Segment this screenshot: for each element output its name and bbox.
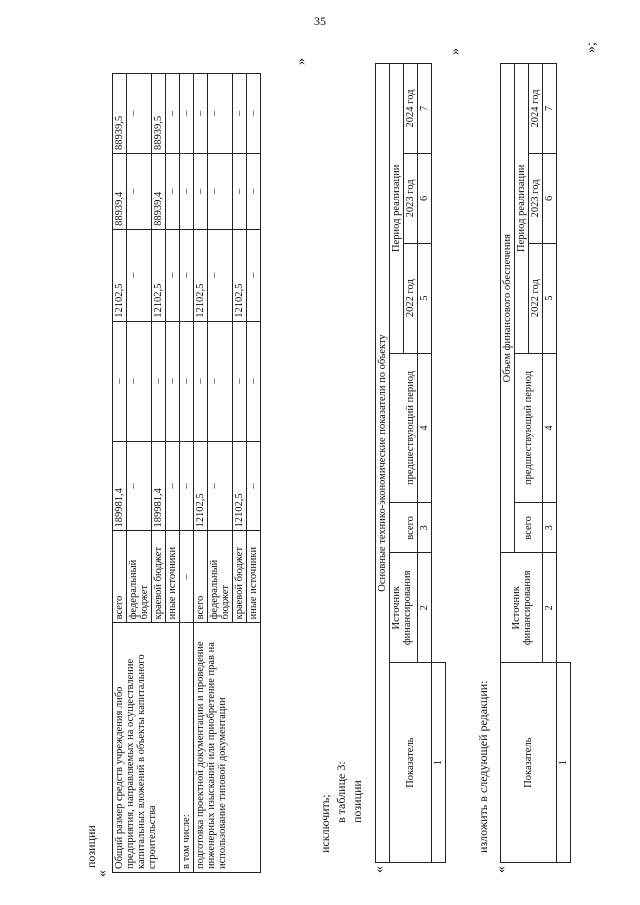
table-row [180, 74, 194, 873]
value-cell: – [180, 229, 194, 321]
value-cell: 12102,5 [194, 229, 208, 321]
source-cell: краевой бюджет [233, 531, 247, 623]
column-header: 2023 год [529, 153, 543, 243]
open-quote: « [372, 866, 387, 873]
value-cell: 189981,4 [113, 441, 127, 531]
column-header: предшествующий период [515, 353, 543, 503]
source-cell: иные источники [166, 531, 180, 623]
table-row [501, 64, 515, 863]
value-cell: – [180, 153, 194, 229]
edit-text: изложить в следующей редакции: [476, 680, 490, 853]
table-row [376, 64, 390, 863]
value-cell: – [127, 229, 152, 321]
table-row [113, 74, 127, 873]
column-number: 3 [543, 503, 557, 553]
indicator-cell: Общий размер средств учреждения либо предприятия, направляемых на осуществление капитальных вложений в объекты капитального строительства [113, 623, 180, 873]
close-quote: » [448, 48, 463, 55]
value-cell: – [208, 229, 233, 321]
tech-econ-table [375, 63, 446, 863]
value-cell: – [208, 153, 233, 229]
column-header: 2022 год [404, 243, 418, 353]
column-number: 2 [418, 553, 432, 663]
source-cell: всего [113, 531, 127, 623]
column-header: Показатель [501, 663, 557, 863]
heading-positions: позиции [84, 825, 98, 868]
value-cell: – [166, 229, 180, 321]
value-cell: – [233, 321, 247, 441]
table3-text: в таблице 3: [334, 761, 348, 823]
source-cell: федеральный бюджет [127, 531, 152, 623]
column-number: 6 [543, 153, 557, 243]
value-cell: – [180, 321, 194, 441]
column-number: 6 [418, 153, 432, 243]
column-number: 4 [418, 353, 432, 503]
column-header: 2023 год [404, 153, 418, 243]
value-cell: – [247, 229, 261, 321]
column-number: 7 [418, 64, 432, 154]
value-cell: – [208, 321, 233, 441]
column-number: 7 [543, 64, 557, 154]
value-cell: – [127, 74, 152, 154]
value-cell: – [166, 153, 180, 229]
column-header: Источник финансирования [390, 553, 418, 663]
value-cell: 12102,5 [152, 229, 166, 321]
value-cell: – [247, 153, 261, 229]
page-number: 35 [314, 14, 326, 28]
open-quote: « [95, 870, 110, 877]
value-cell: – [194, 321, 208, 441]
column-header: всего [390, 503, 418, 553]
finance-table [500, 63, 571, 863]
value-cell: – [208, 441, 233, 531]
column-header: Объем финансового обеспечения [501, 64, 515, 553]
table-row [557, 64, 571, 863]
value-cell: – [180, 441, 194, 531]
open-quote: « [494, 866, 509, 873]
source-cell: – [180, 531, 194, 623]
indicator-cell: подготовка проектной документации и проведение инженерных изысканий или приобретение прав на использование типовой документации [194, 623, 261, 873]
value-cell: 88939,4 [152, 153, 166, 229]
value-cell: – [127, 321, 152, 441]
value-cell: – [152, 321, 166, 441]
column-header: 2024 год [529, 64, 543, 154]
value-cell: – [180, 74, 194, 154]
column-header: Период реализации [390, 64, 404, 354]
column-header: предшествующий период [390, 353, 418, 503]
value-cell: – [194, 153, 208, 229]
column-number: 1 [557, 663, 571, 863]
column-header: 2022 год [529, 243, 543, 353]
value-cell: – [166, 321, 180, 441]
positions-table [112, 73, 261, 873]
column-header: Период реализации [515, 64, 529, 354]
column-header: Показатель [390, 663, 432, 863]
column-number: 4 [543, 353, 557, 503]
column-number: 5 [543, 243, 557, 353]
column-number: 2 [543, 553, 557, 663]
value-cell: – [233, 153, 247, 229]
value-cell: – [127, 441, 152, 531]
exclude-text: исключить; [318, 794, 332, 853]
column-header: 2024 год [404, 64, 418, 154]
value-cell: 12102,5 [113, 229, 127, 321]
value-cell: 189981,4 [152, 441, 166, 531]
source-cell: всего [194, 531, 208, 623]
value-cell: – [233, 74, 247, 154]
close-quote: » [294, 58, 309, 65]
column-number: 1 [432, 663, 446, 863]
value-cell: 12102,5 [233, 229, 247, 321]
value-cell: 12102,5 [194, 441, 208, 531]
value-cell: – [247, 321, 261, 441]
value-cell: 88939,4 [113, 153, 127, 229]
close-quote-semicolon: »; [584, 42, 599, 53]
indicator-cell: в том числе: [180, 623, 194, 873]
source-cell: иные источники [247, 531, 261, 623]
value-cell: – [166, 74, 180, 154]
column-header: Источник финансирования [501, 553, 543, 663]
source-cell: краевой бюджет [152, 531, 166, 623]
positions-text: позиции [350, 780, 364, 823]
value-cell: – [208, 74, 233, 154]
value-cell: – [113, 321, 127, 441]
value-cell: – [247, 441, 261, 531]
column-header: всего [515, 503, 543, 553]
value-cell: 12102,5 [233, 441, 247, 531]
table-row [432, 64, 446, 863]
value-cell: – [194, 74, 208, 154]
column-number: 3 [418, 503, 432, 553]
value-cell: 88939,5 [113, 74, 127, 154]
value-cell: – [127, 153, 152, 229]
value-cell: – [247, 74, 261, 154]
column-number: 5 [418, 243, 432, 353]
rotated-page-content [0, 33, 640, 893]
table-row [194, 74, 208, 873]
table-title: Основные технико-экономические показатели по объекту [376, 64, 390, 863]
source-cell: федеральный бюджет [208, 531, 233, 623]
table-row [390, 64, 404, 863]
value-cell: – [166, 441, 180, 531]
value-cell: 88939,5 [152, 74, 166, 154]
